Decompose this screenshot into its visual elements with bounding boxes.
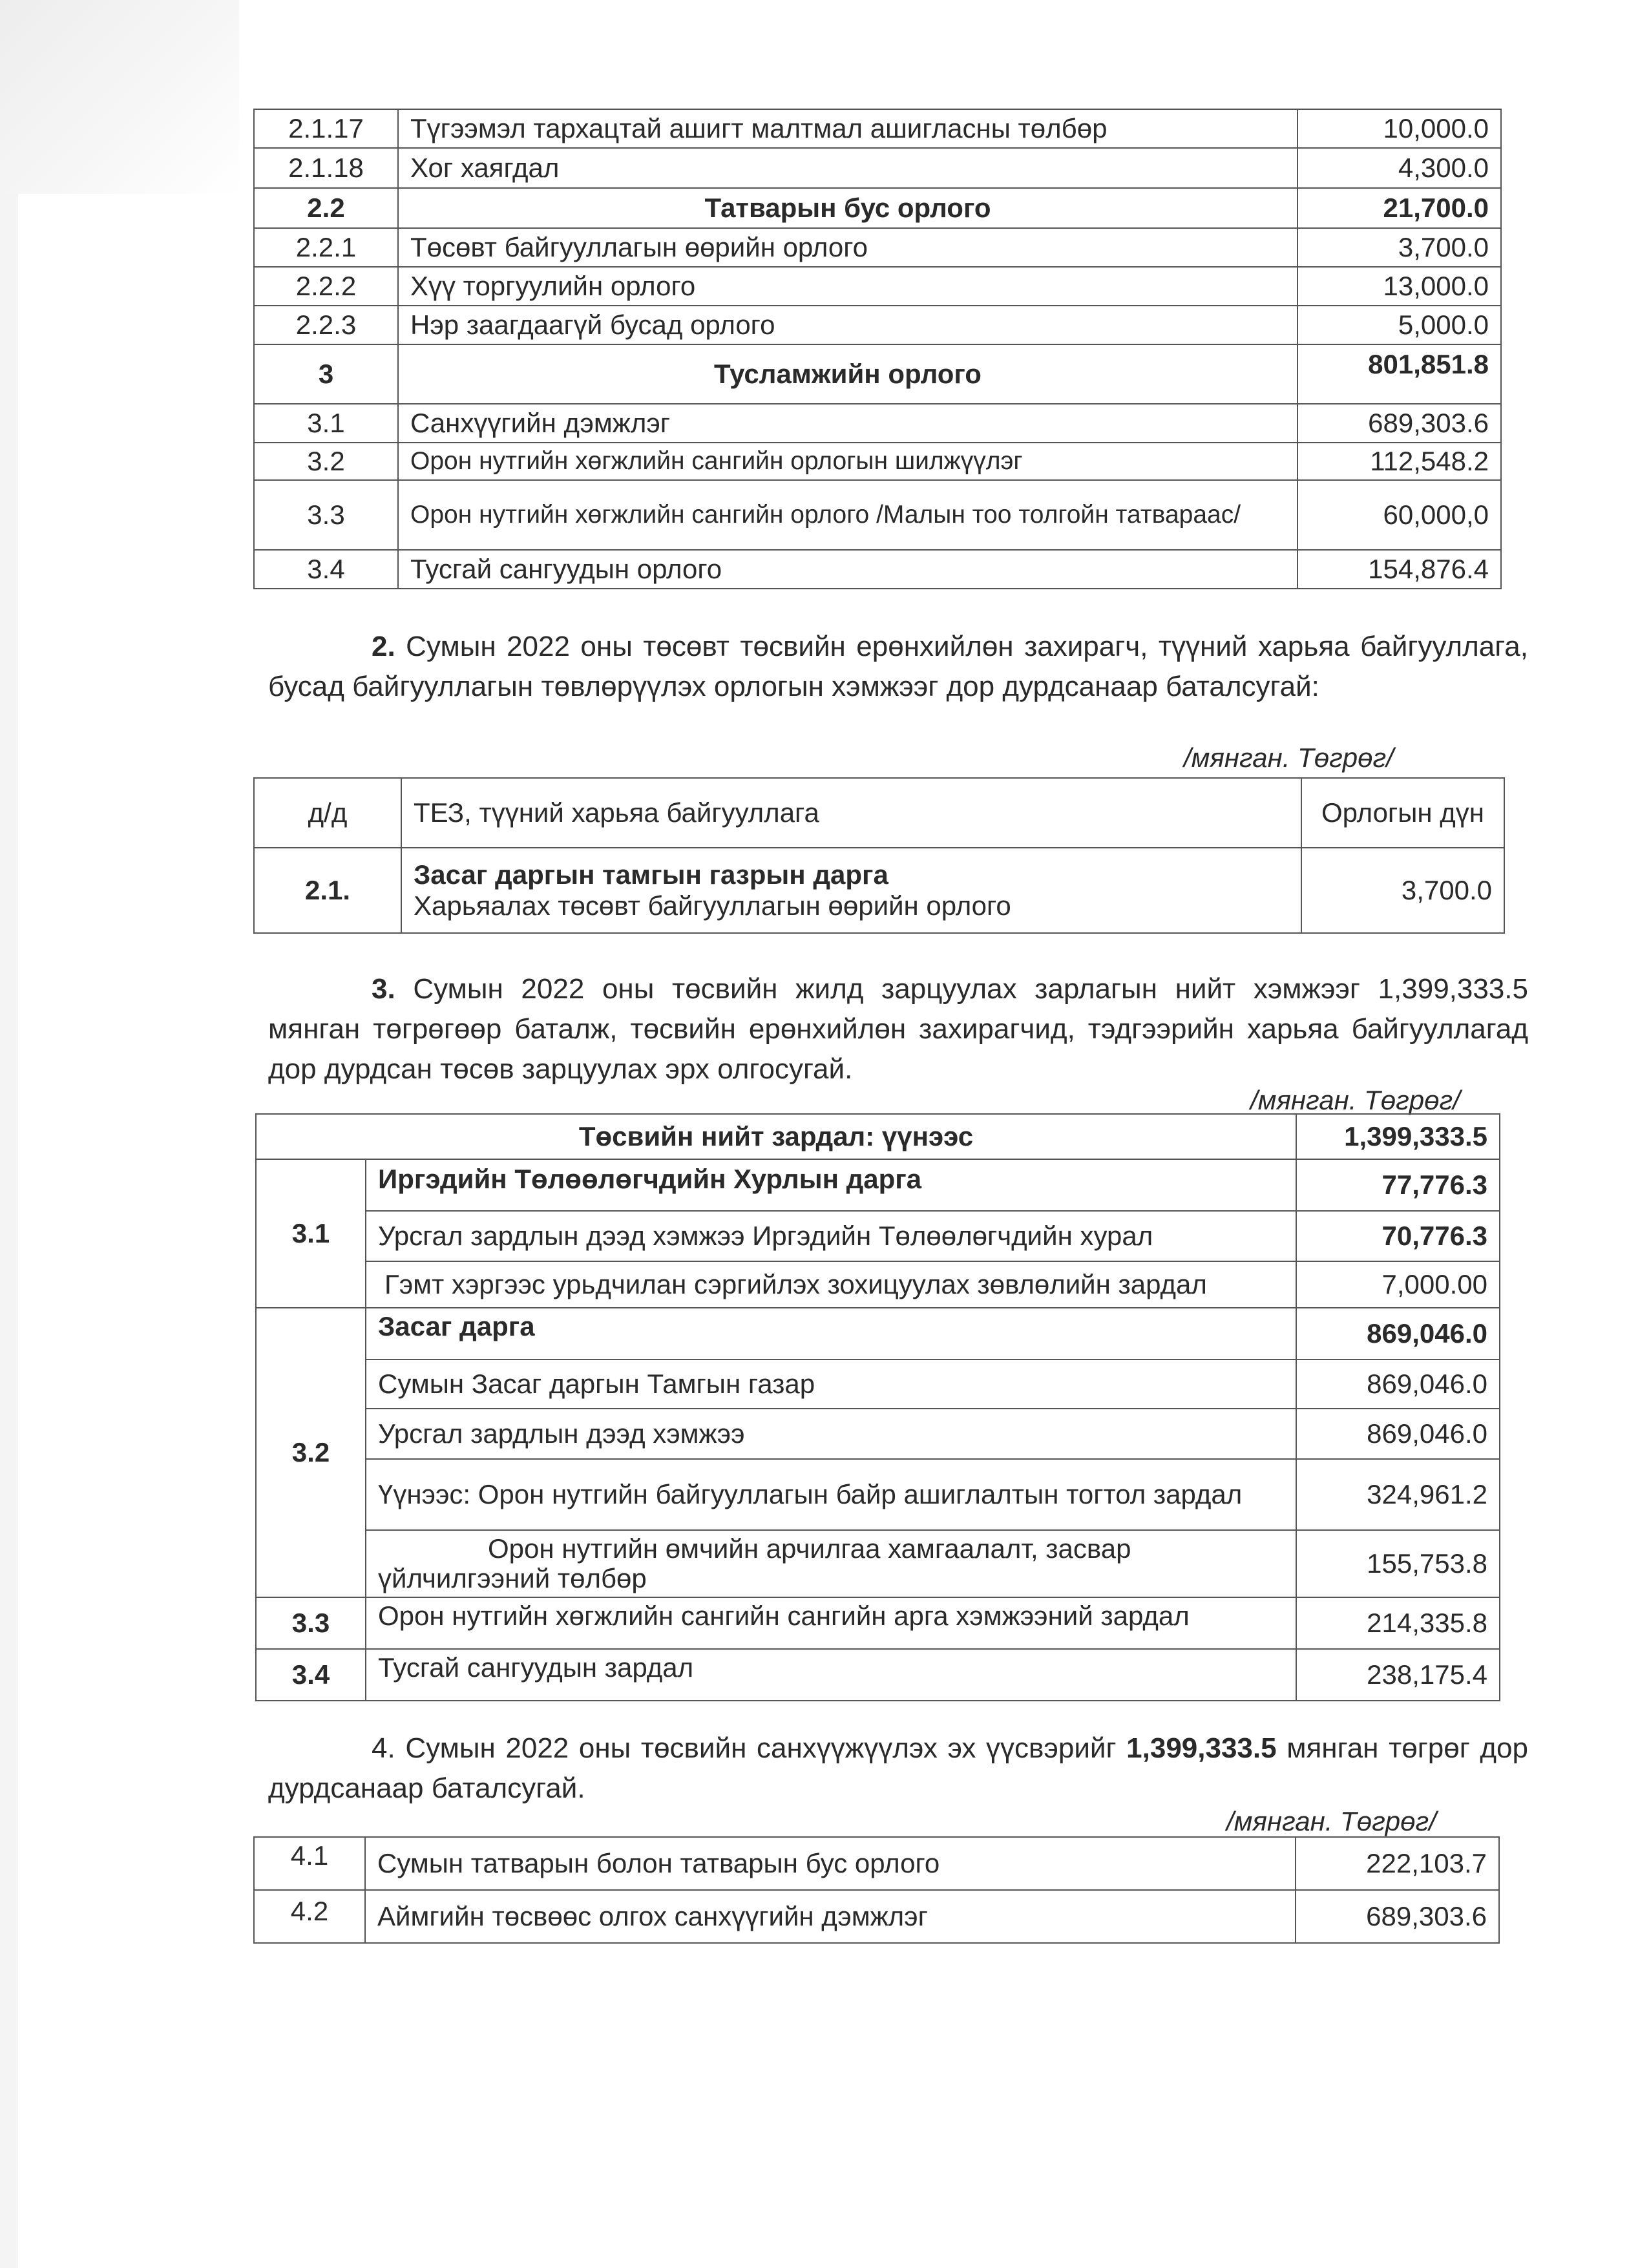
row-value: 77,776.3 — [1296, 1159, 1500, 1211]
row-value: 60,000,0 — [1297, 480, 1501, 550]
row-code: 3.2 — [254, 443, 398, 480]
income-table — [253, 109, 1502, 589]
table-row — [254, 267, 1501, 306]
row-value: 869,046.0 — [1296, 1360, 1500, 1409]
row-code: 2.1.17 — [254, 109, 398, 148]
row-value: 214,335.8 — [1296, 1597, 1500, 1649]
paragraph-2 — [268, 627, 1528, 707]
row-value: 154,876.4 — [1297, 550, 1501, 589]
row-name: Урсгал зардлын дээд хэмжээ Иргэдийн Төлөөлөгчдийн хурал — [366, 1211, 1296, 1261]
row-value: 4,300.0 — [1297, 148, 1501, 188]
row-name — [401, 848, 1301, 933]
row-name: Иргэдийн Төлөөлөгчдийн Хурлын дарга — [366, 1159, 1296, 1211]
row-name: Нэр заагдаагүй бусад орлого — [398, 306, 1297, 344]
paragraph-text: 4. Сумын 2022 оны төсвийн санхүүжүүлэх эх үүсвэрийг — [372, 1732, 1127, 1764]
table-row — [256, 1530, 1500, 1597]
table-row — [254, 443, 1501, 480]
row-name: Засаг дарга — [366, 1308, 1296, 1360]
table-row — [254, 306, 1501, 344]
row-value: 324,961.2 — [1296, 1459, 1500, 1530]
row-name: Орон нутгийн хөгжлийн сангийн орлогын шилжүүлэг — [398, 443, 1297, 480]
row-name: Орон нутгийн өмчийн арчилгаа хамгаалалт, засвар үйлчилгээний төлбөр — [366, 1530, 1296, 1597]
unit-label: /мянган. Төгрөг/ — [1226, 1806, 1436, 1836]
total-value: 1,399,333.5 — [1296, 1114, 1500, 1159]
row-name: Төсөвт байгууллагын өөрийн орлого — [398, 228, 1297, 267]
table-row — [254, 109, 1501, 148]
group-code: 3.1 — [256, 1159, 366, 1308]
revenue-table — [253, 777, 1505, 934]
table-row — [254, 1890, 1499, 1943]
table-row — [254, 1837, 1499, 1890]
col-header-name: ТЕЗ, түүний харьяа байгууллага — [401, 778, 1301, 848]
total-label: Төсвийн нийт зардал: үүнээс — [256, 1114, 1296, 1159]
row-value: 10,000.0 — [1297, 109, 1501, 148]
row-name: Орон нутгийн хөгжлийн сангийн орлого /Малын тоо толгойн татвараас/ — [398, 480, 1297, 550]
row-code: 2.2.2 — [254, 267, 398, 306]
group-code: 3.2 — [256, 1308, 366, 1597]
row-value: 3,700.0 — [1297, 228, 1501, 267]
row-name: Сумын Засаг даргын Тамгын газар — [366, 1360, 1296, 1409]
row-name: Тусгай сангуудын зардал — [366, 1649, 1296, 1701]
row-value: 70,776.3 — [1296, 1211, 1500, 1261]
row-code: 4.2 — [254, 1890, 365, 1943]
row-value: 238,175.4 — [1296, 1649, 1500, 1701]
row-name: Түгээмэл тархацтай ашигт малтмал ашигласны төлбөр — [398, 109, 1297, 148]
table-row — [256, 1409, 1500, 1459]
table-row — [254, 480, 1501, 550]
paragraph-number: 2. — [372, 631, 395, 662]
paragraph-text: Сумын 2022 оны төсөвт төсвийн ерөнхийлөн захирагч, түүний харьяа байгууллага, бусад байгууллагын төвлөрүүлэх орлогын хэмжээг дор дурдсанаар баталсугай: — [268, 631, 1528, 702]
row-title: Засаг даргын тамгын газрын дарга — [414, 859, 888, 890]
row-value: 7,000.00 — [1296, 1261, 1500, 1308]
table-row — [256, 1360, 1500, 1409]
table-row — [256, 1114, 1500, 1159]
row-name: Орон нутгийн хөгжлийн сангийн сангийн арга хэмжээний зардал — [366, 1597, 1296, 1649]
table-header — [254, 778, 1504, 848]
row-code: 3.1 — [254, 404, 398, 443]
paragraph-3 — [268, 969, 1528, 1089]
table-row — [254, 148, 1501, 188]
row-value: 869,046.0 — [1296, 1308, 1500, 1360]
row-name: Хог хаягдал — [398, 148, 1297, 188]
row-value: 3,700.0 — [1301, 848, 1504, 933]
row-code: 3.4 — [254, 550, 398, 589]
paragraph-amount: 1,399,333.5 — [1126, 1732, 1277, 1764]
expenditure-table — [255, 1113, 1500, 1701]
table-row — [256, 1597, 1500, 1649]
row-value: 13,000.0 — [1297, 267, 1501, 306]
row-value: 801,851.8 — [1297, 344, 1501, 404]
table-row — [256, 1459, 1500, 1530]
row-name: Хүү торгуулийн орлого — [398, 267, 1297, 306]
row-name: Тусламжийн орлого — [398, 344, 1297, 404]
table-row — [256, 1649, 1500, 1701]
row-value: 5,000.0 — [1297, 306, 1501, 344]
paragraph-text-end: мянган төгрөг дор дурдсанаар баталсугай. — [268, 1732, 1528, 1804]
col-header-code: д/д — [254, 778, 401, 848]
row-subtitle: Харьяалах төсөвт байгууллагын өөрийн орлого — [414, 890, 1011, 921]
table-row — [254, 848, 1504, 933]
row-code: 3.3 — [254, 480, 398, 550]
paragraph-number: 3. — [372, 973, 395, 1005]
row-code: 2.1. — [254, 848, 401, 933]
table-row — [256, 1159, 1500, 1211]
row-code: 3.4 — [256, 1649, 366, 1701]
financing-table — [253, 1836, 1500, 1944]
row-value: 222,103.7 — [1296, 1837, 1499, 1890]
row-name: Урсгал зардлын дээд хэмжээ — [366, 1409, 1296, 1459]
row-name: Татварын бус орлого — [398, 188, 1297, 228]
row-code: 2.2.3 — [254, 306, 398, 344]
table-row — [256, 1211, 1500, 1261]
table-row — [254, 404, 1501, 443]
unit-label: /мянган. Төгрөг/ — [1250, 1085, 1460, 1115]
row-name: Гэмт хэргээс урьдчилан сэргийлэх зохицуулах зөвлөлийн зардал — [366, 1261, 1296, 1308]
paragraph-text: Сумын 2022 оны төсвийн жилд зарцуулах зарлагын нийт хэмжээг 1,399,333.5 мянган төгрөгөөр баталж, төсвийн ерөнхийлөн захирагчид, тэдгээрийн харьяа байгууллагад дор дурдсан төсөв зарцуулах эрх олгосугай. — [268, 973, 1528, 1085]
paragraph-4 — [268, 1728, 1528, 1809]
table-row — [254, 344, 1501, 404]
unit-label: /мянган. Төгрөг/ — [1184, 742, 1394, 773]
table-row — [254, 228, 1501, 267]
row-code: 3.3 — [256, 1597, 366, 1649]
row-code: 2.2.1 — [254, 228, 398, 267]
row-name: Үүнээс: Орон нутгийн байгууллагын байр ашиглалтын тогтол зардал — [366, 1459, 1296, 1530]
row-value: 21,700.0 — [1297, 188, 1501, 228]
row-name: Аймгийн төсвөөс олгох санхүүгийн дэмжлэг — [365, 1890, 1296, 1943]
row-value: 869,046.0 — [1296, 1409, 1500, 1459]
folded-corner — [0, 0, 239, 194]
row-value: 689,303.6 — [1297, 404, 1501, 443]
row-value: 112,548.2 — [1297, 443, 1501, 480]
row-value: 155,753.8 — [1296, 1530, 1500, 1597]
table-row — [256, 1261, 1500, 1308]
table-row — [254, 188, 1501, 228]
table-row — [256, 1308, 1500, 1360]
row-code: 4.1 — [254, 1837, 365, 1890]
table-row — [254, 550, 1501, 589]
row-name: Тусгай сангуудын орлого — [398, 550, 1297, 589]
row-value: 689,303.6 — [1296, 1890, 1499, 1943]
row-code: 3 — [254, 344, 398, 404]
row-name: Сумын татварын болон татварын бус орлого — [365, 1837, 1296, 1890]
col-header-value: Орлогын дүн — [1301, 778, 1504, 848]
row-code: 2.1.18 — [254, 148, 398, 188]
row-code: 2.2 — [254, 188, 398, 228]
row-name: Санхүүгийн дэмжлэг — [398, 404, 1297, 443]
